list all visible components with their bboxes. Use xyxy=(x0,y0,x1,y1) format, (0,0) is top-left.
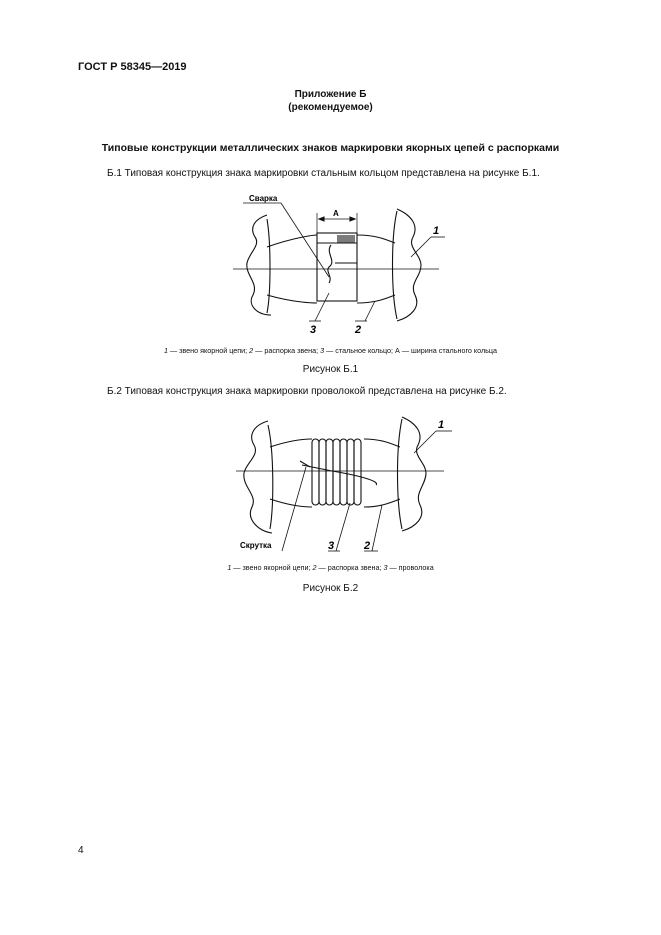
left-link-end xyxy=(247,215,271,315)
label-3: 3 xyxy=(328,540,335,552)
legend-num: 1 xyxy=(163,346,168,355)
stud-bottom-edge xyxy=(267,295,317,303)
section-title: Типовые конструкции металлических знаков маркировки якорных цепей с распорками xyxy=(101,142,560,154)
paragraph-b2: Б.2 Типовая конструкция знака маркировки проволокой представлена на рисунке Б.2. xyxy=(107,386,507,397)
label-3: 3 xyxy=(310,324,317,336)
label-2: 2 xyxy=(364,540,371,552)
document-header: ГОСТ Р 58345—2019 xyxy=(78,61,187,73)
legend-text: — звено якорной цепи; xyxy=(167,346,250,355)
figure-b2-drawing xyxy=(232,407,452,557)
legend-num: 2 xyxy=(249,346,254,355)
label-dim-a: A xyxy=(333,209,339,218)
page-number: 4 xyxy=(78,845,84,856)
right-link-end xyxy=(402,417,426,531)
legend-text: — распорка звена; xyxy=(253,346,321,355)
figure-b1-caption: Рисунок Б.1 xyxy=(302,364,359,375)
legend-text: — распорка звена; xyxy=(316,563,384,572)
label-1: 1 xyxy=(433,225,440,237)
figure-b1-legend xyxy=(0,346,661,355)
right-link-end xyxy=(397,209,421,321)
legend-text: — проволока xyxy=(387,563,434,572)
stud-bottom-edge xyxy=(270,499,312,507)
left-link-inner xyxy=(267,219,270,313)
paragraph-b1: Б.1 Типовая конструкция знака маркировки стальным кольцом представлена на рисунке Б.1. xyxy=(107,168,540,179)
appendix-subtitle: (рекомендуемое) xyxy=(288,102,373,113)
legend-text: — звено якорной цепи; xyxy=(231,563,313,572)
legend-text: — стальное кольцо; А — ширина стального кольца xyxy=(324,346,498,355)
legend-num: 2 xyxy=(312,563,317,572)
right-link-inner xyxy=(398,419,403,529)
legend-num: 1 xyxy=(227,563,232,572)
appendix-heading xyxy=(0,88,661,114)
figure-b2-caption: Рисунок Б.2 xyxy=(302,583,359,594)
label-weld: Сварка xyxy=(249,194,278,203)
left-link-inner xyxy=(268,425,273,529)
stud-top-edge xyxy=(267,235,317,247)
right-link-inner xyxy=(393,211,398,319)
left-link-end xyxy=(244,421,272,533)
appendix-title: Приложение Б xyxy=(294,89,367,100)
legend-num: 3 xyxy=(320,346,325,355)
figure-b1-drawing xyxy=(225,193,445,343)
stud-top-edge xyxy=(270,439,312,447)
wire-twist xyxy=(302,465,377,485)
label-1: 1 xyxy=(438,419,445,431)
figure-b2-legend xyxy=(0,563,661,572)
legend-num: 3 xyxy=(383,563,388,572)
label-2: 2 xyxy=(355,324,362,336)
label-twist: Скрутка xyxy=(240,541,272,550)
